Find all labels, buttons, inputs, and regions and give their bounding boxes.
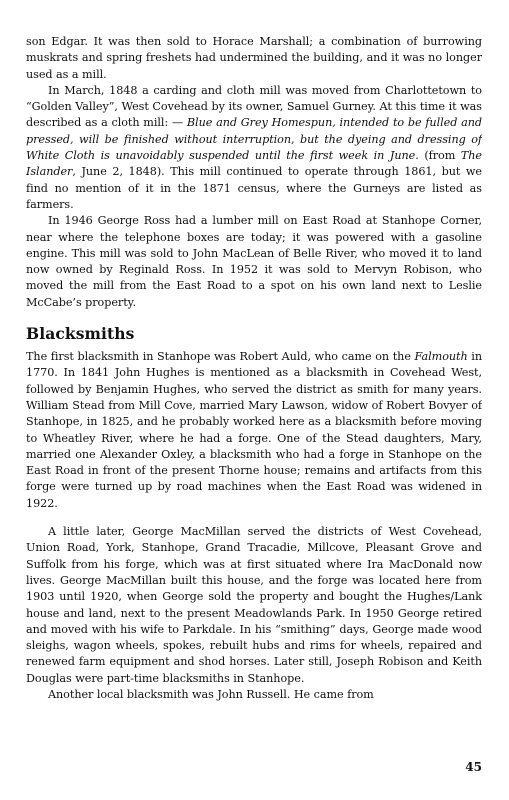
newspaper-title: The Islander: [26, 149, 482, 179]
blacksmiths-paragraph-3: Another local blacksmith was John Russell. He came from: [48, 687, 374, 701]
newspaper-quote: Blue and Grey Homespun, intended to be fulled and pressed, will be finished without interruption, but the dyeing and dressing of White Cloth is unavoidably suspended until the first week in June.: [26, 116, 482, 163]
book-page: [26, 34, 482, 774]
page-number: 45: [465, 760, 482, 774]
mill-paragraph-2-intro: In March, 1848 a carding and cloth mill was moved from Charlottetown to “Golden Valley”, West Covehead by its owner, Samuel Gurney. At this time it was described as a cloth mill: —: [26, 83, 482, 130]
blacksmiths-paragraph-2: A little later, George MacMillan served the districts of West Covehead, Union Road, York, Stanhope, Grand Tracadie, Millcove, Pleasant Grove and Suffolk from his forge, which was at first situated where Ira MacDonald now lives. George MacMillan built this house, and the forge was located here from 1903 until 1920, when George sold the property and bought the Hughes/Lank house and land, next to the present Meadowlands Park. In 1950 George retired and moved with his wife to Parkdale. In his “smithing” days, George made wood sleighs, wagon wheels, spokes, rebuilt hubs and rims for wheels, repaired and renewed farm equipment and shod horses. Later still, Joseph Robison and Keith Douglas were part-time blacksmiths in Stanhope.: [26, 525, 482, 685]
section-heading-blacksmiths: Blacksmiths: [26, 324, 135, 344]
mill-paragraph-2-rest: , June 2, 1848). This mill continued to operate through 1861, but we find no mention of it in the 1871 census, where the Gurneys are listed as farmers.: [26, 165, 482, 211]
ship-name: Falmouth: [414, 350, 468, 364]
mill-paragraph-3: In 1946 George Ross had a lumber mill on East Road at Stanhope Corner, near where the telephone boxes are today; it was powered with a gasoline engine. This mill was sold to John MacLean of Belle River, who moved it to land now owned by Reginald Ross. In 1952 it was sold to Mervyn Robison, who moved the mill from the East Road to a spot on his own land next to Leslie McCabe’s property.: [26, 214, 482, 309]
mill-paragraph-2: [26, 83, 482, 213]
blacksmiths-paragraph-1-intro: The first blacksmith in Stanhope was Robert Auld, who came on the: [26, 350, 415, 364]
mill-paragraph-1: son Edgar. It was then sold to Horace Marshall; a combination of burrowing muskrats and spring freshets had undermined the building, and it was no longer used as a mill.: [26, 35, 482, 81]
blacksmiths-paragraph-1: [26, 349, 482, 512]
blacksmiths-paragraph-1-rest: in 1770. In 1841 John Hughes is mentioned as a blacksmith in Covehead West, followed by Benjamin Hughes, who served the district as smith for many years. William Stead from Mill Cove, married Mary Lawson, widow of Robert Bovyer of Stanhope, in 1825, and he probably worked here as a blacksmith before moving to Wheatley River, where he had a forge. One of the Stead daughters, Mary, married one Alexander Oxley, a blacksmith who had a forge in Stanhope on the East Road in front of the present Thorne house; remains and artifacts from this forge were turned up by road machines when the East Road was widened in 1922.: [26, 350, 482, 510]
citation-prefix: (from: [418, 149, 461, 163]
